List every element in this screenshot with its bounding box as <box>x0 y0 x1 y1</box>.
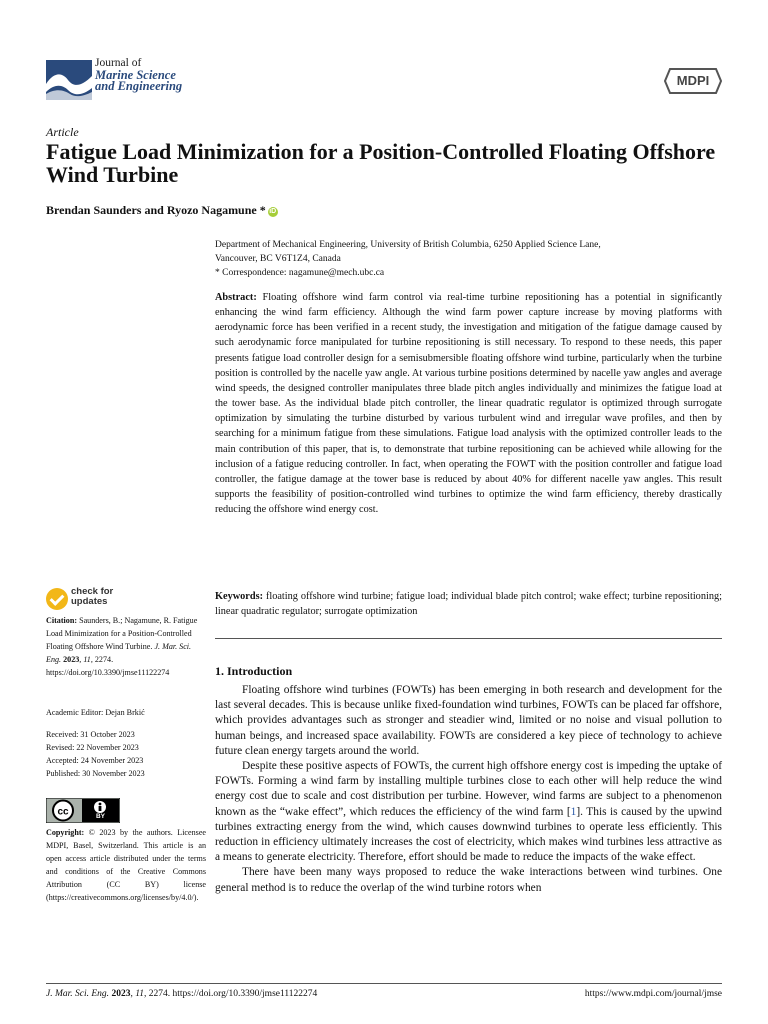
date-received: Received: 31 October 2023 <box>46 730 135 739</box>
academic-editor: Academic Editor: Dejan Brkić <box>46 708 145 717</box>
article-type: Article <box>46 125 79 139</box>
correspondence: * Correspondence: nagamune@mech.ubc.ca <box>215 268 385 278</box>
intro-p2-part1: Despite these positive aspects of FOWTs, the current high offshore energy cost is impeding the uptake of FOWTs. Forming a wind farm by installing multiple turbines close to each other will help reduce the wind energy cost due to scale and cost distribution per turbine. However, wind farms are subject to a phenomenon known as the “wake effect”, which reduces the efficiency of the wind farm [ <box>215 760 722 818</box>
citation: Citation: Saunders, B.; Nagamune, R. Fatigue Load Minimization for a Position-Controlled Floating Offshore Wind Turbine. J. Mar. Sci. Eng. 2023, 11, 2274. https://doi.org/10.3390/jmse11122274 <box>46 616 198 677</box>
citation-volume: 11 <box>83 655 91 664</box>
page-title: Fatigue Load Minimization for a Position-Controlled Floating Offshore Wind Turbine <box>46 139 716 187</box>
check-line1: check for <box>71 586 114 597</box>
journal-name-line2: Marine Science <box>95 67 176 82</box>
intro-paragraph-3: There have been many ways proposed to reduce the wake interactions between wind turbines. One general method is to reduce the overlap of the wind turbine rotors when <box>215 866 722 894</box>
section-heading: 1. Introduction <box>215 664 293 678</box>
keywords-label: Keywords: <box>215 591 264 602</box>
publisher-logo <box>664 67 722 95</box>
divider <box>215 638 722 639</box>
keywords-text: floating offshore wind turbine; fatigue load; individual blade pitch control; wake effect; turbine repositioning; linear quadratic regulator; surrogate optimization <box>215 591 723 617</box>
citation-text: Saunders, B.; Nagamune, R. Fatigue Load Minimization for a Position-Controlled Floating Offshore Wind Turbine. <box>46 616 198 651</box>
footer-year: 2023 <box>111 989 131 999</box>
svg-text:cc: cc <box>57 806 69 818</box>
intro-paragraph-2 <box>215 759 722 865</box>
affiliation-line2: Vancouver, BC V6T1Z4, Canada <box>215 254 341 264</box>
cc-by-badge[interactable] <box>46 798 120 823</box>
citation-label: Citation: <box>46 616 78 625</box>
footer-divider <box>46 983 722 984</box>
citation-year: 2023 <box>63 655 80 664</box>
copyright <box>46 826 206 904</box>
check-line2: updates <box>71 596 108 607</box>
affiliation-line1: Department of Mechanical Engineering, University of British Columbia, 6250 Applied Science Lane, <box>215 240 601 250</box>
abstract-text: Floating offshore wind farm control via real-time turbine repositioning has a potential in significantly enhancing the wind farm efficiency. Although the wind farm power capture increase by moving platforms with aerodynamic force has been verified in a recent study, the investigation and mitigation of the fatigue damage caused by such aerodynamic force manipulated for turbine repositioning is still necessary. To respond to these needs, this paper presents fatigue load controller design for a semisubmersible floating offshore wind turbine, particularly when the turbine position is controlled by the nacelle yaw angle. At various turbine positions determined by nacelle yaw angles and average wind speeds, the designed controller manipulates three blade pitch angles individually and minimizes the fatigue load at the tower base. As the individual blade pitch controller, the linear quadratic regulator is optimized through surrogate optimization by simulating the turbine disturbed by various turbulent wind and irregular wave profiles, and then by searching for a minimum fatigue from these simulations. Fatigue load analysis with the optimized controller leads to the main contribution of this paper, that is, to demonstrate that turbine repositioning can be achieved while allowing for the inclusion of a fatigue reducing controller. In fact, when operating the FOWT with the position controller and fatigue load controller, the fatigue damage at the tower base is reduced by about 40% for different nacelle yaw angles. This result supports the feasibility of position-controlled wind turbines to optimize the wind farm efficiency, thereby drastically reducing the offshore wind energy cost. <box>215 292 723 516</box>
intro-p2-part2: ]. This is caused by the upwind turbines extracting energy from the wind, which causes downwind turbines to operate less efficiently. This reduction in efficiency ultimately increases the cost of electricity, which makes wind turbines less attractive as a means to generate electricity. Therefore, effort should be made to reduce the impacts of the wake effect. <box>215 805 722 864</box>
footer-journal: J. Mar. Sci. Eng. <box>46 989 110 999</box>
copyright-label: Copyright: <box>46 828 85 837</box>
date-accepted: Accepted: 24 November 2023 <box>46 756 144 765</box>
intro-body <box>215 683 722 896</box>
copyright-text: © 2023 by the authors. Licensee MDPI, Basel, Switzerland. This article is an open access article distributed under the terms and conditions of the Creative Commons Attribution (CC BY) license (https://creativecommons.org/licenses/by/4.0/). <box>46 828 207 902</box>
dates <box>46 728 206 780</box>
orcid-icon[interactable]: iD <box>269 208 277 215</box>
authors <box>46 203 278 218</box>
abstract <box>215 290 722 517</box>
reference-link[interactable]: 1 <box>570 805 577 818</box>
journal-logo <box>46 58 206 104</box>
citation-journal: J. Mar. Sci. Eng. <box>46 642 192 664</box>
affiliation <box>215 238 725 280</box>
journal-name-line1: Journal of <box>95 57 142 69</box>
author-names: Brendan Saunders and Ryozo Nagamune * <box>46 203 266 217</box>
check-icon <box>46 588 68 610</box>
intro-paragraph-1: Floating offshore wind turbines (FOWTs) has been emerging in both research and development for the last several decades. This is because unlike fixed-foundation wind turbines, FOWTs can be placed far offshore, which provides advantages such as stronger and steadier wind, limited or no noise and visual pollution to human beings, and increased space availability. FOWTs are considered a key piece of technology to achieve future clean energy targets around the world. <box>215 684 722 757</box>
citation-doi[interactable]: , 2274. https://doi.org/10.3390/jmse11122274 <box>46 655 170 677</box>
footer-volume: 11 <box>135 989 144 999</box>
date-revised: Revised: 22 November 2023 <box>46 743 139 752</box>
cc-label: BY <box>95 813 106 820</box>
journal-name-line3: and Engineering <box>95 79 183 93</box>
abstract-label: Abstract: <box>215 292 257 303</box>
publisher-name: MDPI <box>676 73 710 88</box>
date-published: Published: 30 November 2023 <box>46 769 145 778</box>
footer-url[interactable]: https://www.mdpi.com/journal/jmse <box>584 989 722 999</box>
footer-doi[interactable]: , 2274. https://doi.org/10.3390/jmse11122274 <box>143 989 318 999</box>
wave-icon <box>46 60 92 100</box>
check-for-updates[interactable] <box>46 587 206 613</box>
keywords <box>215 589 722 619</box>
footer-citation: J. Mar. Sci. Eng. 2023, 11, 2274. https://doi.org/10.3390/jmse11122274 <box>46 989 318 999</box>
